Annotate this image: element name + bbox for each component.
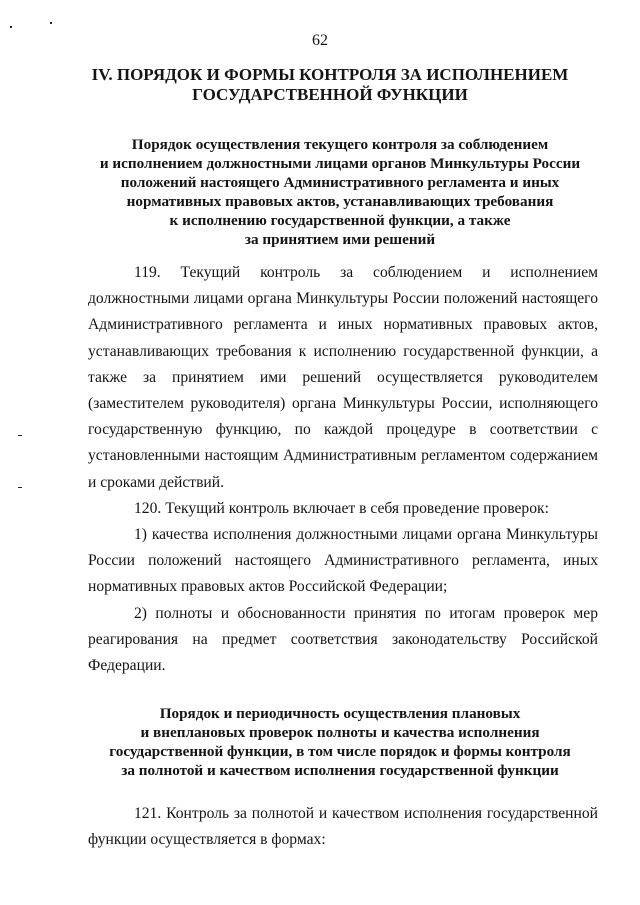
scan-speck xyxy=(10,26,12,28)
scan-speck xyxy=(18,487,22,488)
subsection-heading-inspections xyxy=(80,704,600,780)
heading-line: и исполнением должностными лицами органов Минкультуры России xyxy=(99,155,581,172)
paragraph-120: 120. Текущий контроль включает в себя проведение проверок: xyxy=(134,499,549,517)
paragraph-119: 119. Текущий контроль за соблюдением и исполнением должностными лицами органа Минкультуры России положений настоящего Административного регламента и иных нормативных правовых актов, устанавливающих требования к исполнению государственной функции, а также за принятием ими решений осуществляется руководителем (заместителем руководителя) органа Минкультуры России, исполняющего государственную функцию, по каждой процедуре в соответствии с установленными настоящим Административным регламентом содержанием и сроками действий. xyxy=(88,264,598,491)
body-text-block xyxy=(88,801,598,853)
heading-line: нормативных правовых актов, устанавливающих требования xyxy=(126,193,554,210)
body-text-block xyxy=(88,260,598,679)
heading-line: Порядок осуществления текущего контроля за соблюдением xyxy=(131,136,549,153)
heading-line: к исполнению государственной функции, а также xyxy=(169,212,511,229)
scan-speck xyxy=(18,435,22,436)
list-item-2: 2) полноты и обоснованности принятия по итогам проверок мер реагирования на предмет соответствия законодательству Российской Федерации. xyxy=(88,604,598,675)
heading-line: государственной функции, в том числе порядок и формы контроля xyxy=(109,743,571,760)
list-item-1: 1) качества исполнения должностными лицами органа Минкультуры России положений настоящего Административного регламента, иных нормативных правовых актов Российской Федерации; xyxy=(88,526,598,596)
scan-speck xyxy=(50,22,52,24)
section-title xyxy=(80,65,580,105)
page-number: 62 xyxy=(312,32,328,49)
subsection-heading-current-control xyxy=(80,135,600,249)
section-title-line: ГОСУДАРСТВЕННОЙ ФУНКЦИИ xyxy=(192,85,468,104)
heading-line: и внеплановых проверок полноты и качества исполнения xyxy=(140,724,540,741)
section-title-line: IV. ПОРЯДОК И ФОРМЫ КОНТРОЛЯ ЗА ИСПОЛНЕНИЕМ xyxy=(91,65,569,84)
heading-line: за принятием ими решений xyxy=(244,231,436,248)
heading-line: Порядок и периодичность осуществления плановых xyxy=(159,705,521,722)
heading-line: за полнотой и качеством исполнения государственной функции xyxy=(121,762,559,779)
paragraph-121: 121. Контроль за полнотой и качеством исполнения государственной функции осуществляется в формах: xyxy=(88,805,598,849)
heading-line: положений настоящего Административного регламента и иных xyxy=(120,174,560,191)
